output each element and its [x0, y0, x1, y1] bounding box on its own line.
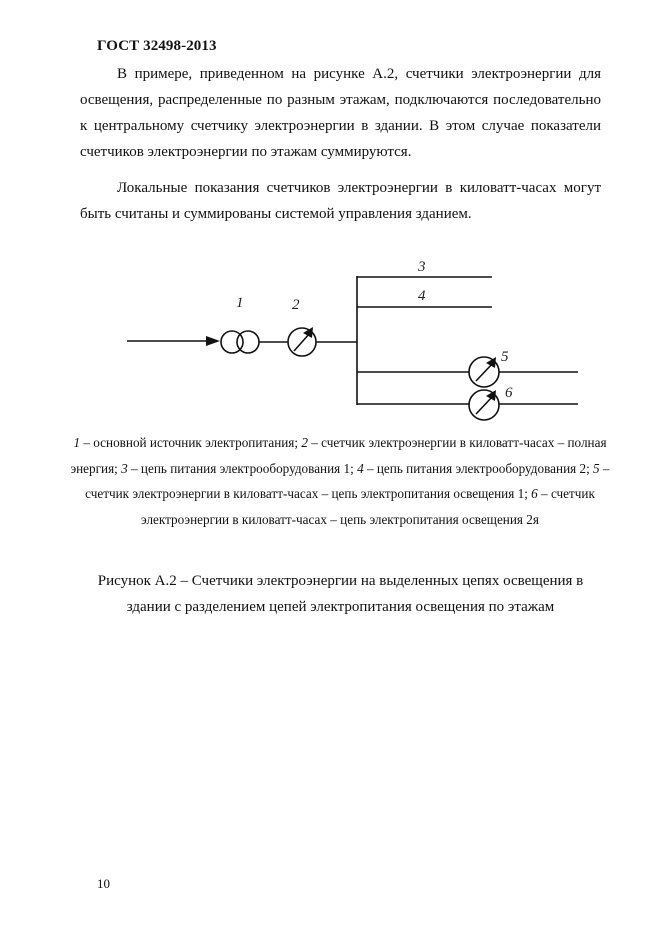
legend-text-6: – счетчик электроэнергии в киловатт-часах – цепь электропитания освещения 2я — [141, 486, 595, 527]
legend-text-3: – цепь питания электрооборудования 1; — [127, 460, 358, 476]
label-4: 4 — [418, 288, 426, 304]
legend-num-4: 4 — [357, 460, 364, 476]
source-transformer-right — [237, 331, 259, 353]
input-arrowhead — [206, 336, 220, 346]
legend-text-4: – цепь питания электрооборудования 2; — [363, 460, 594, 476]
legend-num-3: 3 — [121, 460, 128, 476]
legend-text-5: – счетчик электроэнергии в киловатт-часах – цепь электропитания освещения 1; — [85, 460, 610, 502]
paragraph-2: Локальные показания счетчиков электроэнергии в киловатт-часах могут быть считаны и суммированы системой управления зданием. — [80, 180, 601, 222]
label-5: 5 — [501, 349, 509, 365]
legend-num-6: 6 — [531, 486, 538, 502]
figure-caption: Рисунок А.2 – Счетчики электроэнергии на выделенных цепях освещения в здании с разделением цепей электропитания освещения по этажам — [97, 573, 584, 615]
legend-num-2: 2 — [301, 435, 308, 450]
figure-legend — [70, 430, 610, 532]
label-3: 3 — [418, 259, 426, 275]
main-meter-needle — [294, 333, 310, 351]
meter-5-needle — [476, 363, 493, 381]
page-number: 10 — [97, 876, 110, 891]
legend-num-1: 1 — [73, 435, 81, 450]
legend-text-2: – счетчик электроэнергии в киловатт-часах – полная энергия; — [70, 435, 607, 476]
document-header: ГОСТ 32498-2013 — [97, 38, 217, 54]
label-2: 2 — [292, 297, 300, 313]
label-1: 1 — [236, 295, 244, 311]
legend-text-1: – основной источник электропитания; — [80, 435, 302, 450]
label-6: 6 — [505, 385, 513, 401]
meter-6-needle — [476, 396, 493, 414]
paragraph-1: В примере, приведенном на рисунке А.2, счетчики электроэнергии для освещения, распределенные по разным этажам, подключаются последовательно к центральному счетчику электроэнергии в здании. В этом случае показатели счетчиков электроэнергии по этажам суммируются. — [80, 66, 601, 160]
legend-num-5: 5 — [593, 460, 600, 476]
